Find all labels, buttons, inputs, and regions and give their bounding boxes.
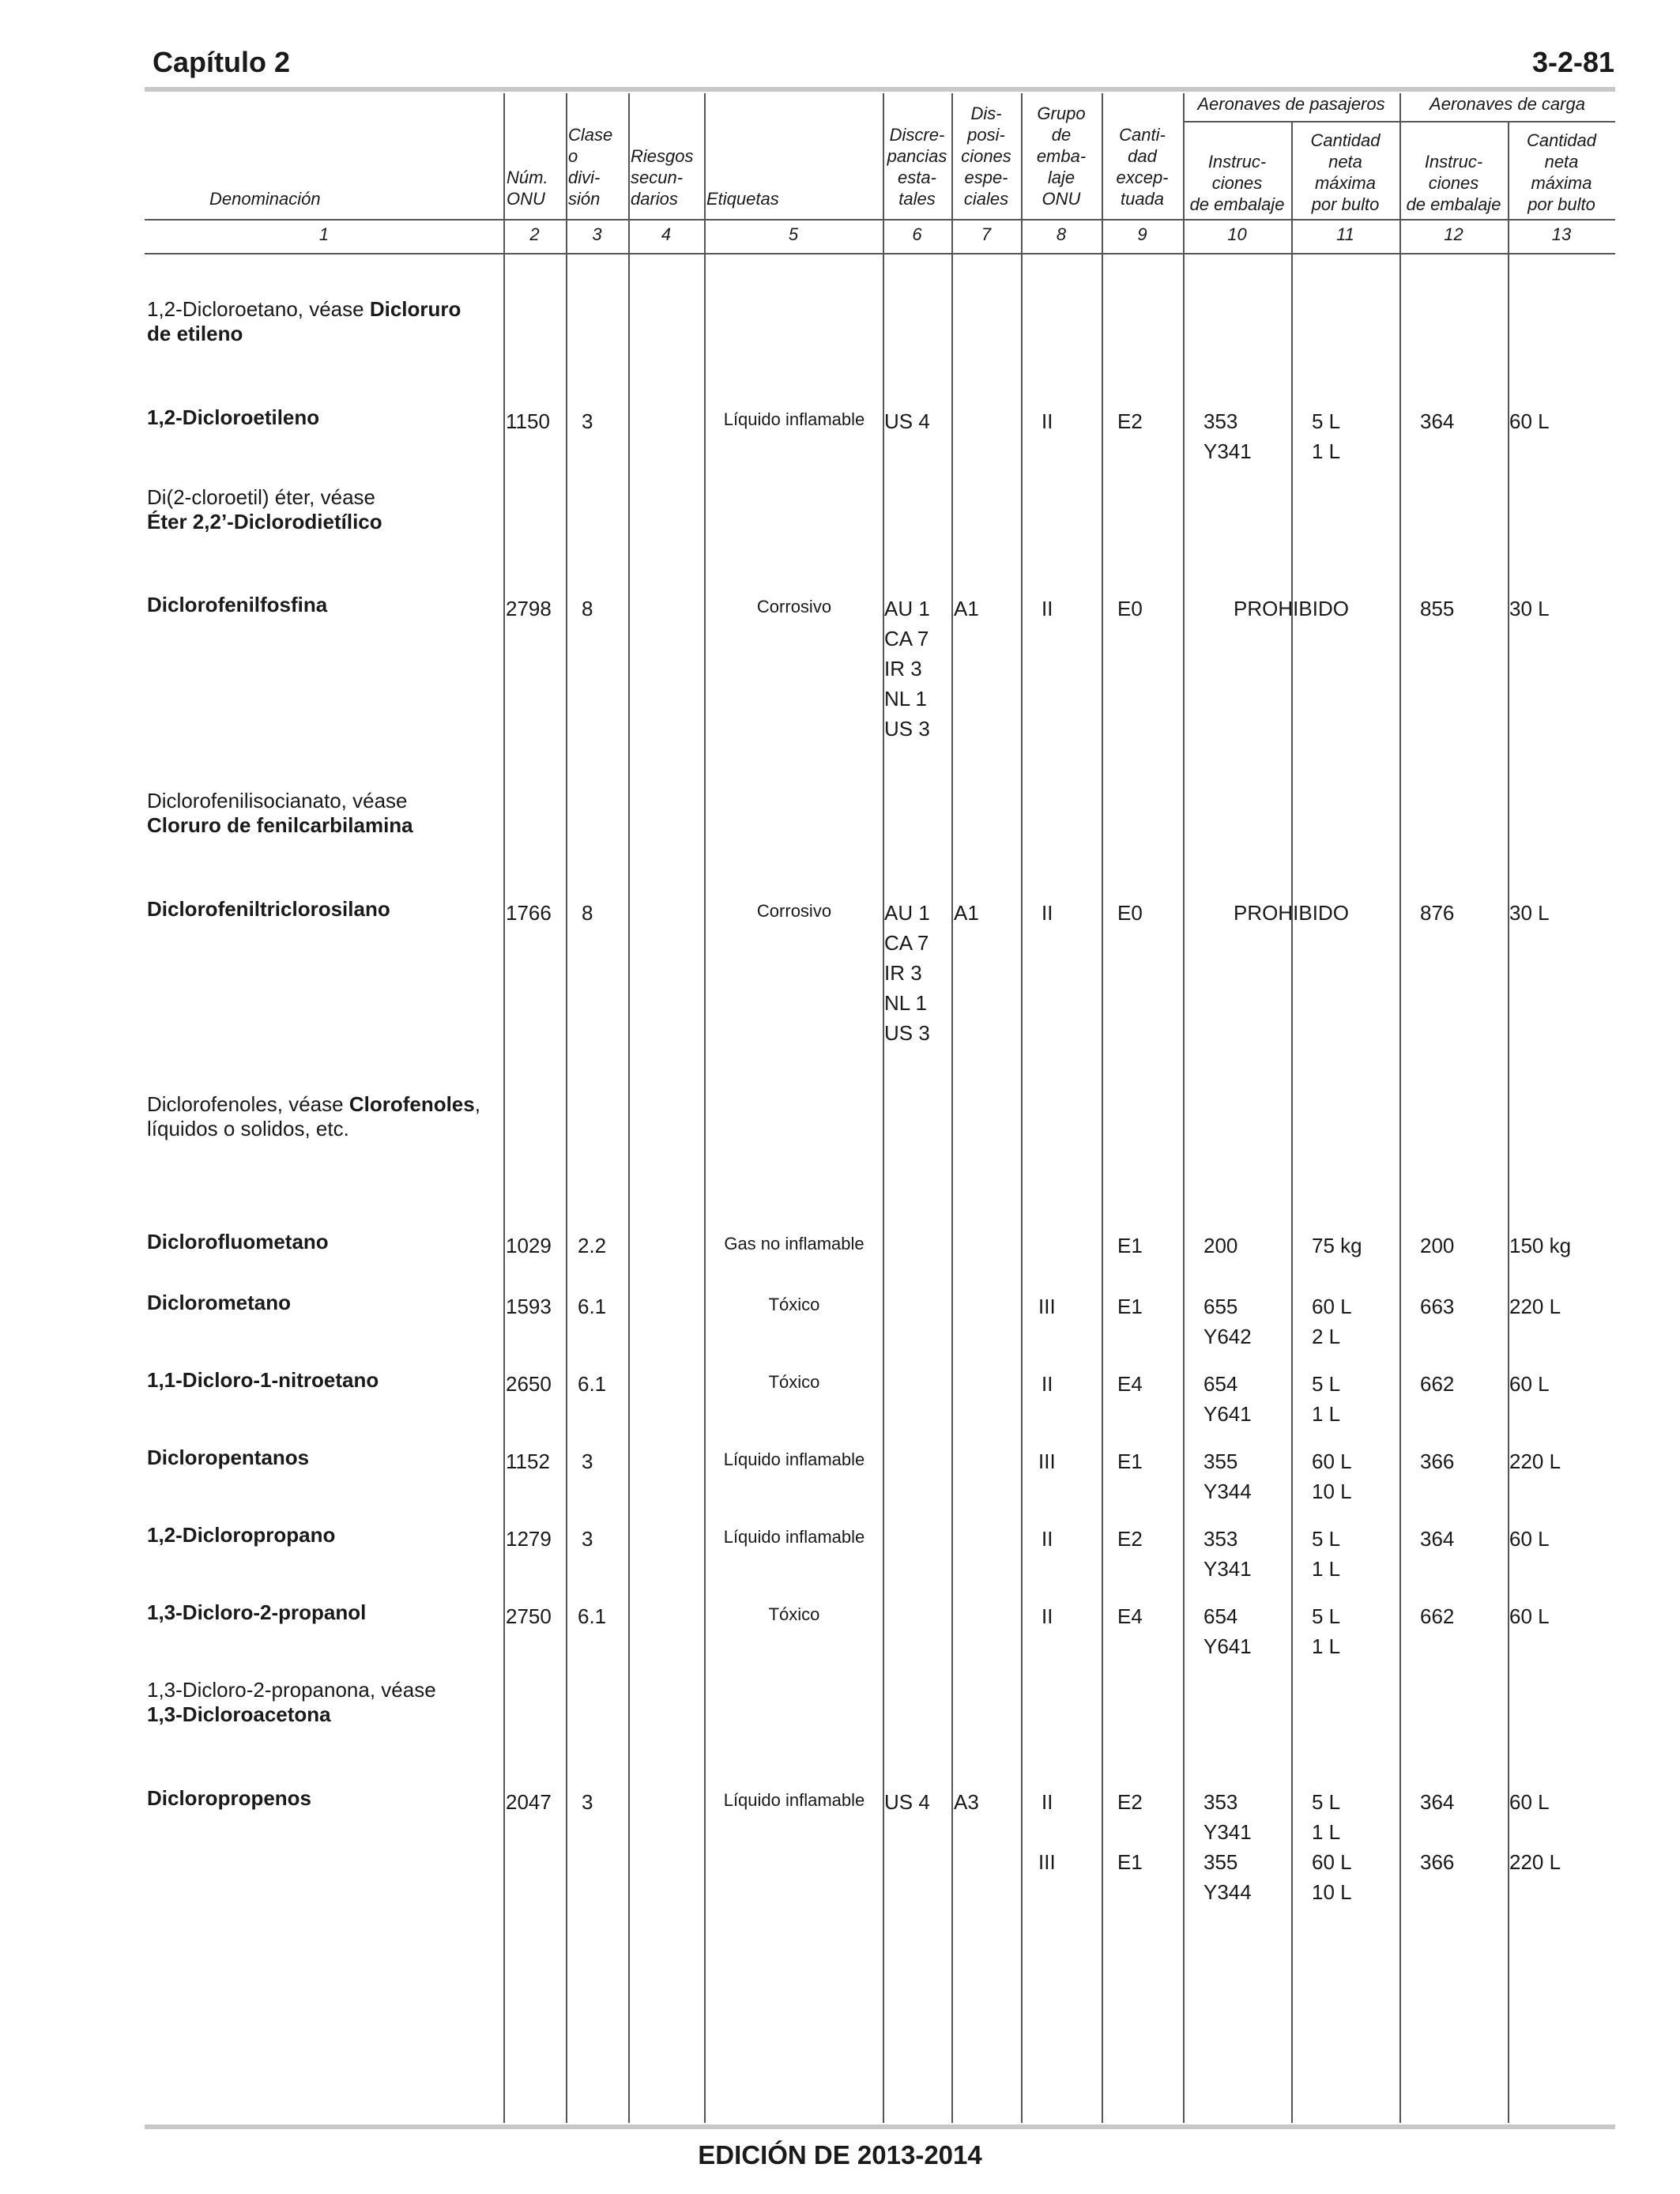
col-divider <box>628 93 630 2123</box>
cargo-quantity: 60 L <box>1509 409 1550 433</box>
col-riesgos: Riesgos secun- darios <box>631 146 694 209</box>
packing-group: II <box>1042 597 1053 620</box>
row-name: Diclorofenilisocianato, véase Cloruro de fenilcarbilamina <box>147 789 413 837</box>
label-text: Corrosivo <box>756 901 832 921</box>
top-rule <box>145 87 1615 92</box>
cargo-quantity: 220 L <box>1509 1850 1561 1874</box>
passenger-instruction: 353 Y341 <box>1203 1527 1252 1581</box>
row-name: 1,3-Dicloro-2-propanol <box>147 1600 367 1624</box>
col-number: 11 <box>1336 224 1354 244</box>
special-provision: A1 <box>954 901 979 925</box>
col-divider <box>1021 93 1023 2123</box>
label-text: Tóxico <box>768 1372 820 1392</box>
row-name: Diclorofeniltriclorosilano <box>147 897 390 921</box>
un-number: 2798 <box>506 597 552 620</box>
label-text: Líquido inflamable <box>723 1449 865 1469</box>
packing-group: II <box>1042 409 1053 433</box>
passenger-quantity: 60 L 2 L <box>1312 1295 1352 1348</box>
excepted-quantity: E4 <box>1117 1372 1143 1396</box>
col-divider <box>1102 93 1103 2123</box>
cargo-quantity: 220 L <box>1509 1295 1561 1318</box>
row-name: 1,3-Dicloro-2-propanona, véase 1,3-Dicloroacetona <box>147 1678 436 1726</box>
col-divider <box>1291 121 1293 2123</box>
col-clase: Clase o divi- sión <box>568 125 613 209</box>
col-instr-pasajeros: Instruc- ciones de embalaje <box>1189 152 1285 214</box>
packing-group: II <box>1042 1527 1053 1551</box>
passenger-quantity: 60 L 10 L <box>1312 1449 1352 1503</box>
special-provision: A3 <box>954 1790 979 1814</box>
excepted-quantity: E2 <box>1117 1527 1143 1551</box>
col-divider <box>1399 93 1401 2123</box>
class-division: 8 <box>582 597 593 620</box>
col-divider <box>704 93 706 2123</box>
cargo-quantity: 60 L <box>1509 1790 1550 1814</box>
col-number: 3 <box>592 224 602 244</box>
col-number: 10 <box>1227 224 1247 244</box>
state-variation: AU 1 CA 7 IR 3 NL 1 US 3 <box>884 597 930 741</box>
col-number: 12 <box>1444 224 1463 244</box>
group-pasajeros: Aeronaves de pasajeros <box>1197 94 1385 114</box>
class-division: 2.2 <box>578 1234 607 1257</box>
cargo-quantity: 30 L <box>1509 901 1550 925</box>
col-number: 9 <box>1137 224 1147 244</box>
row-name: Diclorometano <box>147 1291 292 1314</box>
passenger-quantity: 5 L 1 L <box>1312 1527 1341 1581</box>
passenger-quantity: 5 L 1 L 60 L 10 L <box>1312 1790 1352 1904</box>
edition-footer: EDICIÓN DE 2013-2014 <box>698 2140 982 2169</box>
col-divider <box>883 93 884 2123</box>
cargo-instruction: 200 <box>1420 1234 1455 1257</box>
col-qty-pasajeros: Cantidad neta máxima por bulto <box>1310 130 1381 214</box>
packing-group: II <box>1042 1790 1053 1814</box>
col-denominacion: Denominación <box>209 189 321 209</box>
cargo-instruction: 855 <box>1420 597 1455 620</box>
col-number: 2 <box>529 224 540 244</box>
un-number: 2047 <box>506 1790 552 1814</box>
un-number: 2650 <box>506 1372 552 1396</box>
label-text: Líquido inflamable <box>723 1790 865 1810</box>
un-number: 1150 <box>506 409 550 433</box>
un-number: 1766 <box>506 901 552 925</box>
row-name: Dicloropentanos <box>147 1446 310 1469</box>
col-number: 1 <box>318 224 330 244</box>
packing-group: II <box>1042 1372 1053 1396</box>
col-disposiciones: Dis- posi- ciones espe- ciales <box>961 104 1011 209</box>
un-number: 1279 <box>506 1527 552 1551</box>
row-name: 1,2-Dicloroetileno <box>147 405 320 429</box>
class-division: 6.1 <box>578 1604 607 1628</box>
packing-group: II <box>1042 1604 1053 1628</box>
special-provision: A1 <box>954 597 979 620</box>
label-text: Tóxico <box>768 1295 820 1314</box>
col-grupo-embalaje: Grupo de emba- laje ONU <box>1036 104 1087 209</box>
col-divider <box>566 93 567 2123</box>
passenger-quantity: 5 L 1 L <box>1312 1372 1341 1426</box>
un-number: 1029 <box>506 1234 552 1257</box>
excepted-quantity: E4 <box>1117 1604 1143 1628</box>
excepted-quantity: E2 <box>1117 1790 1143 1814</box>
excepted-quantity: E0 <box>1117 597 1143 620</box>
page-number: 3-2-81 <box>1531 46 1614 78</box>
cargo-instruction: 366 <box>1420 1850 1455 1874</box>
col-divider <box>503 93 505 2123</box>
row-name: Diclorofenoles, véase Clorofenoles, líquidos o solidos, etc. <box>147 1092 480 1140</box>
un-number: 1152 <box>506 1449 550 1473</box>
passenger-instruction: 654 Y641 <box>1203 1372 1252 1426</box>
passenger-instruction: 353 Y341 <box>1203 409 1252 463</box>
col-discrepancias: Discre- pancias esta- tales <box>887 125 947 209</box>
header-rule <box>145 219 1615 221</box>
class-division: 3 <box>582 409 593 433</box>
un-number: 2750 <box>506 1604 552 1628</box>
cargo-quantity: 60 L <box>1509 1604 1550 1628</box>
passenger-instruction: 355 Y344 <box>1203 1449 1252 1503</box>
col-instr-carga: Instruc- ciones de embalaje <box>1406 152 1501 214</box>
class-division: 3 <box>582 1790 593 1814</box>
cargo-quantity: 30 L <box>1509 597 1550 620</box>
packing-group: III <box>1038 1850 1056 1874</box>
packing-group: III <box>1038 1295 1056 1318</box>
class-division: 8 <box>582 901 593 925</box>
cargo-instruction: 662 <box>1420 1372 1455 1396</box>
excepted-quantity: E1 <box>1117 1850 1143 1874</box>
col-number: 13 <box>1551 224 1572 244</box>
label-text: Corrosivo <box>756 597 832 616</box>
col-number: 5 <box>788 224 799 244</box>
class-division: 3 <box>582 1449 593 1473</box>
state-variation: US 4 <box>884 1790 930 1814</box>
col-number: 8 <box>1056 224 1067 244</box>
forbidden-text: PROHIBIDO <box>1234 597 1349 620</box>
label-text: Líquido inflamable <box>723 1527 865 1547</box>
excepted-quantity: E1 <box>1117 1234 1143 1257</box>
cargo-instruction: 876 <box>1420 901 1455 925</box>
bottom-rule <box>145 2124 1615 2129</box>
excepted-quantity: E1 <box>1117 1295 1143 1318</box>
row-name: 1,2-Dicloroetano, véase Dicloruro de etileno <box>147 297 461 345</box>
row-name: 1,1-Dicloro-1-nitroetano <box>147 1368 379 1392</box>
col-number: 4 <box>661 224 672 244</box>
cargo-quantity: 220 L <box>1509 1449 1561 1473</box>
passenger-quantity: 75 kg <box>1312 1234 1362 1257</box>
col-num-onu: Núm. ONU <box>507 168 548 209</box>
excepted-quantity: E0 <box>1117 901 1143 925</box>
row-name: Di(2-cloroetil) éter, véase Éter 2,2’-Diclorodietílico <box>147 485 382 533</box>
excepted-quantity: E1 <box>1117 1449 1143 1473</box>
un-number: 1593 <box>506 1295 552 1318</box>
passenger-instruction: 654 Y641 <box>1203 1604 1252 1658</box>
passenger-quantity: 5 L 1 L <box>1312 409 1341 463</box>
passenger-instruction: 655 Y642 <box>1203 1295 1252 1348</box>
chapter-title: Capítulo 2 <box>153 46 291 78</box>
cargo-instruction: 364 <box>1420 409 1455 433</box>
row-name: Diclorofluometano <box>147 1230 329 1253</box>
packing-group: III <box>1038 1449 1056 1473</box>
cargo-quantity: 60 L <box>1509 1527 1550 1551</box>
label-text: Líquido inflamable <box>723 409 865 429</box>
cargo-instruction: 364 <box>1420 1790 1455 1814</box>
state-variation: AU 1 CA 7 IR 3 NL 1 US 3 <box>884 901 930 1045</box>
row-name: 1,2-Dicloropropano <box>147 1523 336 1547</box>
label-text: Gas no inflamable <box>724 1234 864 1253</box>
row-name: Diclorofenilfosfina <box>147 593 328 616</box>
group-carga: Aeronaves de carga <box>1430 94 1585 114</box>
col-number: 6 <box>912 224 922 244</box>
excepted-quantity: E2 <box>1117 409 1143 433</box>
cargo-instruction: 663 <box>1420 1295 1455 1318</box>
forbidden-text: PROHIBIDO <box>1234 901 1349 925</box>
passenger-quantity: 5 L 1 L <box>1312 1604 1341 1658</box>
cargo-quantity: 150 kg <box>1509 1234 1572 1257</box>
passenger-instruction: 200 <box>1203 1234 1238 1257</box>
col-qty-carga: Cantidad neta máxima por bulto <box>1526 130 1597 214</box>
packing-group: II <box>1042 901 1053 925</box>
col-divider <box>951 93 953 2123</box>
label-text: Tóxico <box>768 1604 820 1624</box>
col-number: 7 <box>981 224 992 244</box>
cargo-instruction: 662 <box>1420 1604 1455 1628</box>
col-etiquetas: Etiquetas <box>706 189 779 209</box>
passenger-instruction: 353 Y341 355 Y344 <box>1203 1790 1252 1904</box>
class-division: 6.1 <box>578 1372 607 1396</box>
cargo-quantity: 60 L <box>1509 1372 1550 1396</box>
row-name: Dicloropropenos <box>147 1786 312 1810</box>
col-cantidad-exceptuada: Canti- dad excep- tuada <box>1116 125 1169 209</box>
col-divider <box>1183 93 1185 2123</box>
state-variation: US 4 <box>884 409 930 433</box>
number-rule <box>145 253 1615 254</box>
cargo-instruction: 366 <box>1420 1449 1455 1473</box>
class-division: 3 <box>582 1527 593 1551</box>
class-division: 6.1 <box>578 1295 607 1318</box>
cargo-instruction: 364 <box>1420 1527 1455 1551</box>
